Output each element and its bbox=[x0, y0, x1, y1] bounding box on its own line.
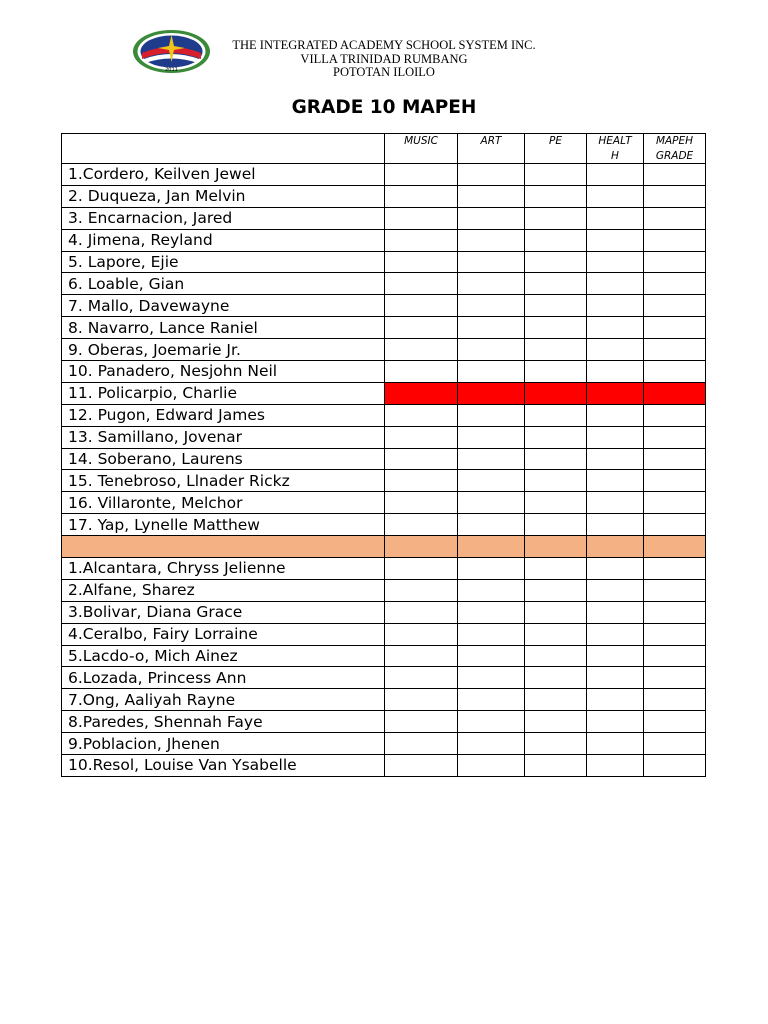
separator-row bbox=[62, 536, 706, 558]
header-music: MUSIC bbox=[385, 134, 458, 164]
student-row bbox=[62, 382, 706, 404]
student-name: 4. Jimena, Reyland bbox=[62, 229, 385, 251]
health-score-cell bbox=[587, 251, 644, 273]
pe-score-cell bbox=[525, 426, 587, 448]
music-score-cell bbox=[385, 404, 458, 426]
art-score-cell bbox=[458, 185, 525, 207]
pe-score-cell bbox=[525, 536, 587, 558]
student-name: 11. Policarpio, Charlie bbox=[62, 382, 385, 404]
student-row bbox=[62, 339, 706, 361]
music-score-cell bbox=[385, 470, 458, 492]
health-score-cell bbox=[587, 185, 644, 207]
mapeh-grade-score-cell bbox=[644, 711, 706, 733]
art-score-cell bbox=[458, 251, 525, 273]
health-score-cell bbox=[587, 689, 644, 711]
pe-score-cell bbox=[525, 755, 587, 777]
music-score-cell bbox=[385, 733, 458, 755]
art-score-cell bbox=[458, 667, 525, 689]
health-score-cell bbox=[587, 382, 644, 404]
health-score-cell bbox=[587, 361, 644, 383]
mapeh-grade-score-cell bbox=[644, 514, 706, 536]
music-score-cell bbox=[385, 273, 458, 295]
student-row bbox=[62, 251, 706, 273]
art-score-cell bbox=[458, 711, 525, 733]
separator-cell bbox=[62, 536, 385, 558]
student-row bbox=[62, 645, 706, 667]
pe-score-cell bbox=[525, 361, 587, 383]
music-score-cell bbox=[385, 601, 458, 623]
mapeh-grade-score-cell bbox=[644, 426, 706, 448]
student-name: 8. Navarro, Lance Raniel bbox=[62, 317, 385, 339]
student-name: 1.Alcantara, Chryss Jelienne bbox=[62, 558, 385, 580]
mapeh-grade-score-cell bbox=[644, 295, 706, 317]
health-score-cell bbox=[587, 273, 644, 295]
header-name-cell bbox=[62, 134, 385, 164]
header-health-line2: H bbox=[611, 149, 619, 162]
mapeh-grade-score-cell bbox=[644, 733, 706, 755]
health-score-cell bbox=[587, 645, 644, 667]
music-score-cell bbox=[385, 229, 458, 251]
pe-score-cell bbox=[525, 514, 587, 536]
student-name: 15. Tenebroso, Llnader Rickz bbox=[62, 470, 385, 492]
student-name: 9. Oberas, Joemarie Jr. bbox=[62, 339, 385, 361]
logo-year: 2011 bbox=[165, 67, 178, 73]
mapeh-grade-score-cell bbox=[644, 579, 706, 601]
health-score-cell bbox=[587, 601, 644, 623]
mapeh-grade-score-cell bbox=[644, 601, 706, 623]
art-score-cell bbox=[458, 273, 525, 295]
mapeh-grade-score-cell bbox=[644, 273, 706, 295]
art-score-cell bbox=[458, 382, 525, 404]
student-row bbox=[62, 733, 706, 755]
art-score-cell bbox=[458, 689, 525, 711]
music-score-cell bbox=[385, 623, 458, 645]
grades-table bbox=[61, 133, 706, 777]
music-score-cell bbox=[385, 295, 458, 317]
art-score-cell bbox=[458, 448, 525, 470]
mapeh-grade-score-cell bbox=[644, 645, 706, 667]
student-name: 16. Villaronte, Melchor bbox=[62, 492, 385, 514]
art-score-cell bbox=[458, 164, 525, 186]
header-mapeh-line1: MAPEH bbox=[655, 135, 694, 147]
health-score-cell bbox=[587, 229, 644, 251]
pe-score-cell bbox=[525, 470, 587, 492]
header-art: ART bbox=[458, 134, 525, 164]
pe-score-cell bbox=[525, 317, 587, 339]
pe-score-cell bbox=[525, 185, 587, 207]
music-score-cell bbox=[385, 207, 458, 229]
mapeh-grade-score-cell bbox=[644, 339, 706, 361]
art-score-cell bbox=[458, 601, 525, 623]
mapeh-grade-score-cell bbox=[644, 492, 706, 514]
student-row bbox=[62, 164, 706, 186]
mapeh-grade-score-cell bbox=[644, 623, 706, 645]
pe-score-cell bbox=[525, 207, 587, 229]
pe-score-cell bbox=[525, 404, 587, 426]
music-score-cell bbox=[385, 492, 458, 514]
pe-score-cell bbox=[525, 229, 587, 251]
student-row bbox=[62, 295, 706, 317]
pe-score-cell bbox=[525, 251, 587, 273]
music-score-cell bbox=[385, 755, 458, 777]
pe-score-cell bbox=[525, 339, 587, 361]
health-score-cell bbox=[587, 317, 644, 339]
mapeh-grade-score-cell bbox=[644, 382, 706, 404]
pe-score-cell bbox=[525, 711, 587, 733]
student-name: 5. Lapore, Ejie bbox=[62, 251, 385, 273]
art-score-cell bbox=[458, 579, 525, 601]
school-header bbox=[216, 39, 552, 80]
page-title: GRADE 10 MAPEH bbox=[291, 97, 477, 118]
art-score-cell bbox=[458, 492, 525, 514]
student-row bbox=[62, 601, 706, 623]
student-row bbox=[62, 426, 706, 448]
pe-score-cell bbox=[525, 733, 587, 755]
pe-score-cell bbox=[525, 623, 587, 645]
art-score-cell bbox=[458, 339, 525, 361]
music-score-cell bbox=[385, 251, 458, 273]
health-score-cell bbox=[587, 426, 644, 448]
music-score-cell bbox=[385, 448, 458, 470]
student-name: 2. Duqueza, Jan Melvin bbox=[62, 185, 385, 207]
mapeh-grade-score-cell bbox=[644, 317, 706, 339]
student-row bbox=[62, 623, 706, 645]
student-name: 2.Alfane, Sharez bbox=[62, 579, 385, 601]
student-row bbox=[62, 579, 706, 601]
student-name: 8.Paredes, Shennah Faye bbox=[62, 711, 385, 733]
pe-score-cell bbox=[525, 164, 587, 186]
student-row bbox=[62, 470, 706, 492]
mapeh-grade-score-cell bbox=[644, 185, 706, 207]
art-score-cell bbox=[458, 645, 525, 667]
health-score-cell bbox=[587, 623, 644, 645]
header-health bbox=[587, 134, 644, 164]
student-name: 6. Loable, Gian bbox=[62, 273, 385, 295]
student-name: 4.Ceralbo, Fairy Lorraine bbox=[62, 623, 385, 645]
mapeh-grade-score-cell bbox=[644, 667, 706, 689]
student-row bbox=[62, 558, 706, 580]
header-mapeh-line2: GRADE bbox=[655, 149, 694, 162]
mapeh-grade-score-cell bbox=[644, 536, 706, 558]
mapeh-grade-score-cell bbox=[644, 361, 706, 383]
music-score-cell bbox=[385, 667, 458, 689]
art-score-cell bbox=[458, 317, 525, 339]
pe-score-cell bbox=[525, 382, 587, 404]
student-name: 5.Lacdo-o, Mich Ainez bbox=[62, 645, 385, 667]
health-score-cell bbox=[587, 711, 644, 733]
art-score-cell bbox=[458, 361, 525, 383]
header-pe: PE bbox=[525, 134, 587, 164]
mapeh-grade-score-cell bbox=[644, 448, 706, 470]
art-score-cell bbox=[458, 207, 525, 229]
art-score-cell bbox=[458, 470, 525, 492]
student-name: 10. Panadero, Nesjohn Neil bbox=[62, 361, 385, 383]
mapeh-grade-score-cell bbox=[644, 251, 706, 273]
health-score-cell bbox=[587, 667, 644, 689]
health-score-cell bbox=[587, 470, 644, 492]
health-score-cell bbox=[587, 755, 644, 777]
art-score-cell bbox=[458, 229, 525, 251]
pe-score-cell bbox=[525, 667, 587, 689]
mapeh-grade-score-cell bbox=[644, 689, 706, 711]
student-name: 17. Yap, Lynelle Matthew bbox=[62, 514, 385, 536]
health-score-cell bbox=[587, 536, 644, 558]
health-score-cell bbox=[587, 207, 644, 229]
student-name: 13. Samillano, Jovenar bbox=[62, 426, 385, 448]
student-row bbox=[62, 689, 706, 711]
pe-score-cell bbox=[525, 601, 587, 623]
student-name: 1.Cordero, Keilven Jewel bbox=[62, 164, 385, 186]
health-score-cell bbox=[587, 404, 644, 426]
art-score-cell bbox=[458, 514, 525, 536]
mapeh-grade-score-cell bbox=[644, 404, 706, 426]
music-score-cell bbox=[385, 361, 458, 383]
header-health-line1: HEALT bbox=[598, 135, 632, 147]
student-name: 14. Soberano, Laurens bbox=[62, 448, 385, 470]
music-score-cell bbox=[385, 645, 458, 667]
student-row bbox=[62, 448, 706, 470]
student-row bbox=[62, 229, 706, 251]
mapeh-grade-score-cell bbox=[644, 229, 706, 251]
health-score-cell bbox=[587, 448, 644, 470]
student-row bbox=[62, 711, 706, 733]
pe-score-cell bbox=[525, 579, 587, 601]
health-score-cell bbox=[587, 339, 644, 361]
mapeh-grade-score-cell bbox=[644, 558, 706, 580]
music-score-cell bbox=[385, 426, 458, 448]
music-score-cell bbox=[385, 339, 458, 361]
music-score-cell bbox=[385, 689, 458, 711]
pe-score-cell bbox=[525, 448, 587, 470]
student-row bbox=[62, 514, 706, 536]
art-score-cell bbox=[458, 623, 525, 645]
mapeh-grade-score-cell bbox=[644, 207, 706, 229]
student-name: 10.Resol, Louise Van Ysabelle bbox=[62, 755, 385, 777]
student-row bbox=[62, 185, 706, 207]
pe-score-cell bbox=[525, 273, 587, 295]
music-score-cell bbox=[385, 558, 458, 580]
music-score-cell bbox=[385, 185, 458, 207]
art-score-cell bbox=[458, 733, 525, 755]
art-score-cell bbox=[458, 755, 525, 777]
student-name: 6.Lozada, Princess Ann bbox=[62, 667, 385, 689]
school-name: THE INTEGRATED ACADEMY SCHOOL SYSTEM INC. bbox=[232, 38, 536, 52]
health-score-cell bbox=[587, 514, 644, 536]
mapeh-grade-score-cell bbox=[644, 164, 706, 186]
art-score-cell bbox=[458, 295, 525, 317]
student-row bbox=[62, 361, 706, 383]
health-score-cell bbox=[587, 733, 644, 755]
art-score-cell bbox=[458, 536, 525, 558]
student-row bbox=[62, 207, 706, 229]
music-score-cell bbox=[385, 536, 458, 558]
student-row bbox=[62, 404, 706, 426]
health-score-cell bbox=[587, 558, 644, 580]
mapeh-grade-score-cell bbox=[644, 755, 706, 777]
art-score-cell bbox=[458, 404, 525, 426]
school-logo bbox=[132, 29, 211, 74]
student-name: 7. Mallo, Davewayne bbox=[62, 295, 385, 317]
student-name: 9.Poblacion, Jhenen bbox=[62, 733, 385, 755]
header-mapeh-grade bbox=[644, 134, 706, 164]
music-score-cell bbox=[385, 164, 458, 186]
health-score-cell bbox=[587, 579, 644, 601]
pe-score-cell bbox=[525, 689, 587, 711]
student-row bbox=[62, 273, 706, 295]
music-score-cell bbox=[385, 317, 458, 339]
music-score-cell bbox=[385, 514, 458, 536]
pe-score-cell bbox=[525, 295, 587, 317]
student-row bbox=[62, 317, 706, 339]
art-score-cell bbox=[458, 426, 525, 448]
art-score-cell bbox=[458, 558, 525, 580]
student-name: 7.Ong, Aaliyah Rayne bbox=[62, 689, 385, 711]
music-score-cell bbox=[385, 382, 458, 404]
student-row bbox=[62, 492, 706, 514]
health-score-cell bbox=[587, 295, 644, 317]
student-name: 3. Encarnacion, Jared bbox=[62, 207, 385, 229]
student-name: 3.Bolivar, Diana Grace bbox=[62, 601, 385, 623]
health-score-cell bbox=[587, 492, 644, 514]
pe-score-cell bbox=[525, 558, 587, 580]
school-address-line1: VILLA TRINIDAD RUMBANG bbox=[300, 51, 468, 66]
student-name: 12. Pugon, Edward James bbox=[62, 404, 385, 426]
pe-score-cell bbox=[525, 492, 587, 514]
school-address-line2: POTOTAN ILOILO bbox=[333, 65, 435, 79]
mapeh-grade-score-cell bbox=[644, 470, 706, 492]
table-header-row bbox=[62, 134, 706, 164]
student-row bbox=[62, 667, 706, 689]
pe-score-cell bbox=[525, 645, 587, 667]
music-score-cell bbox=[385, 711, 458, 733]
music-score-cell bbox=[385, 579, 458, 601]
health-score-cell bbox=[587, 164, 644, 186]
student-row bbox=[62, 755, 706, 777]
